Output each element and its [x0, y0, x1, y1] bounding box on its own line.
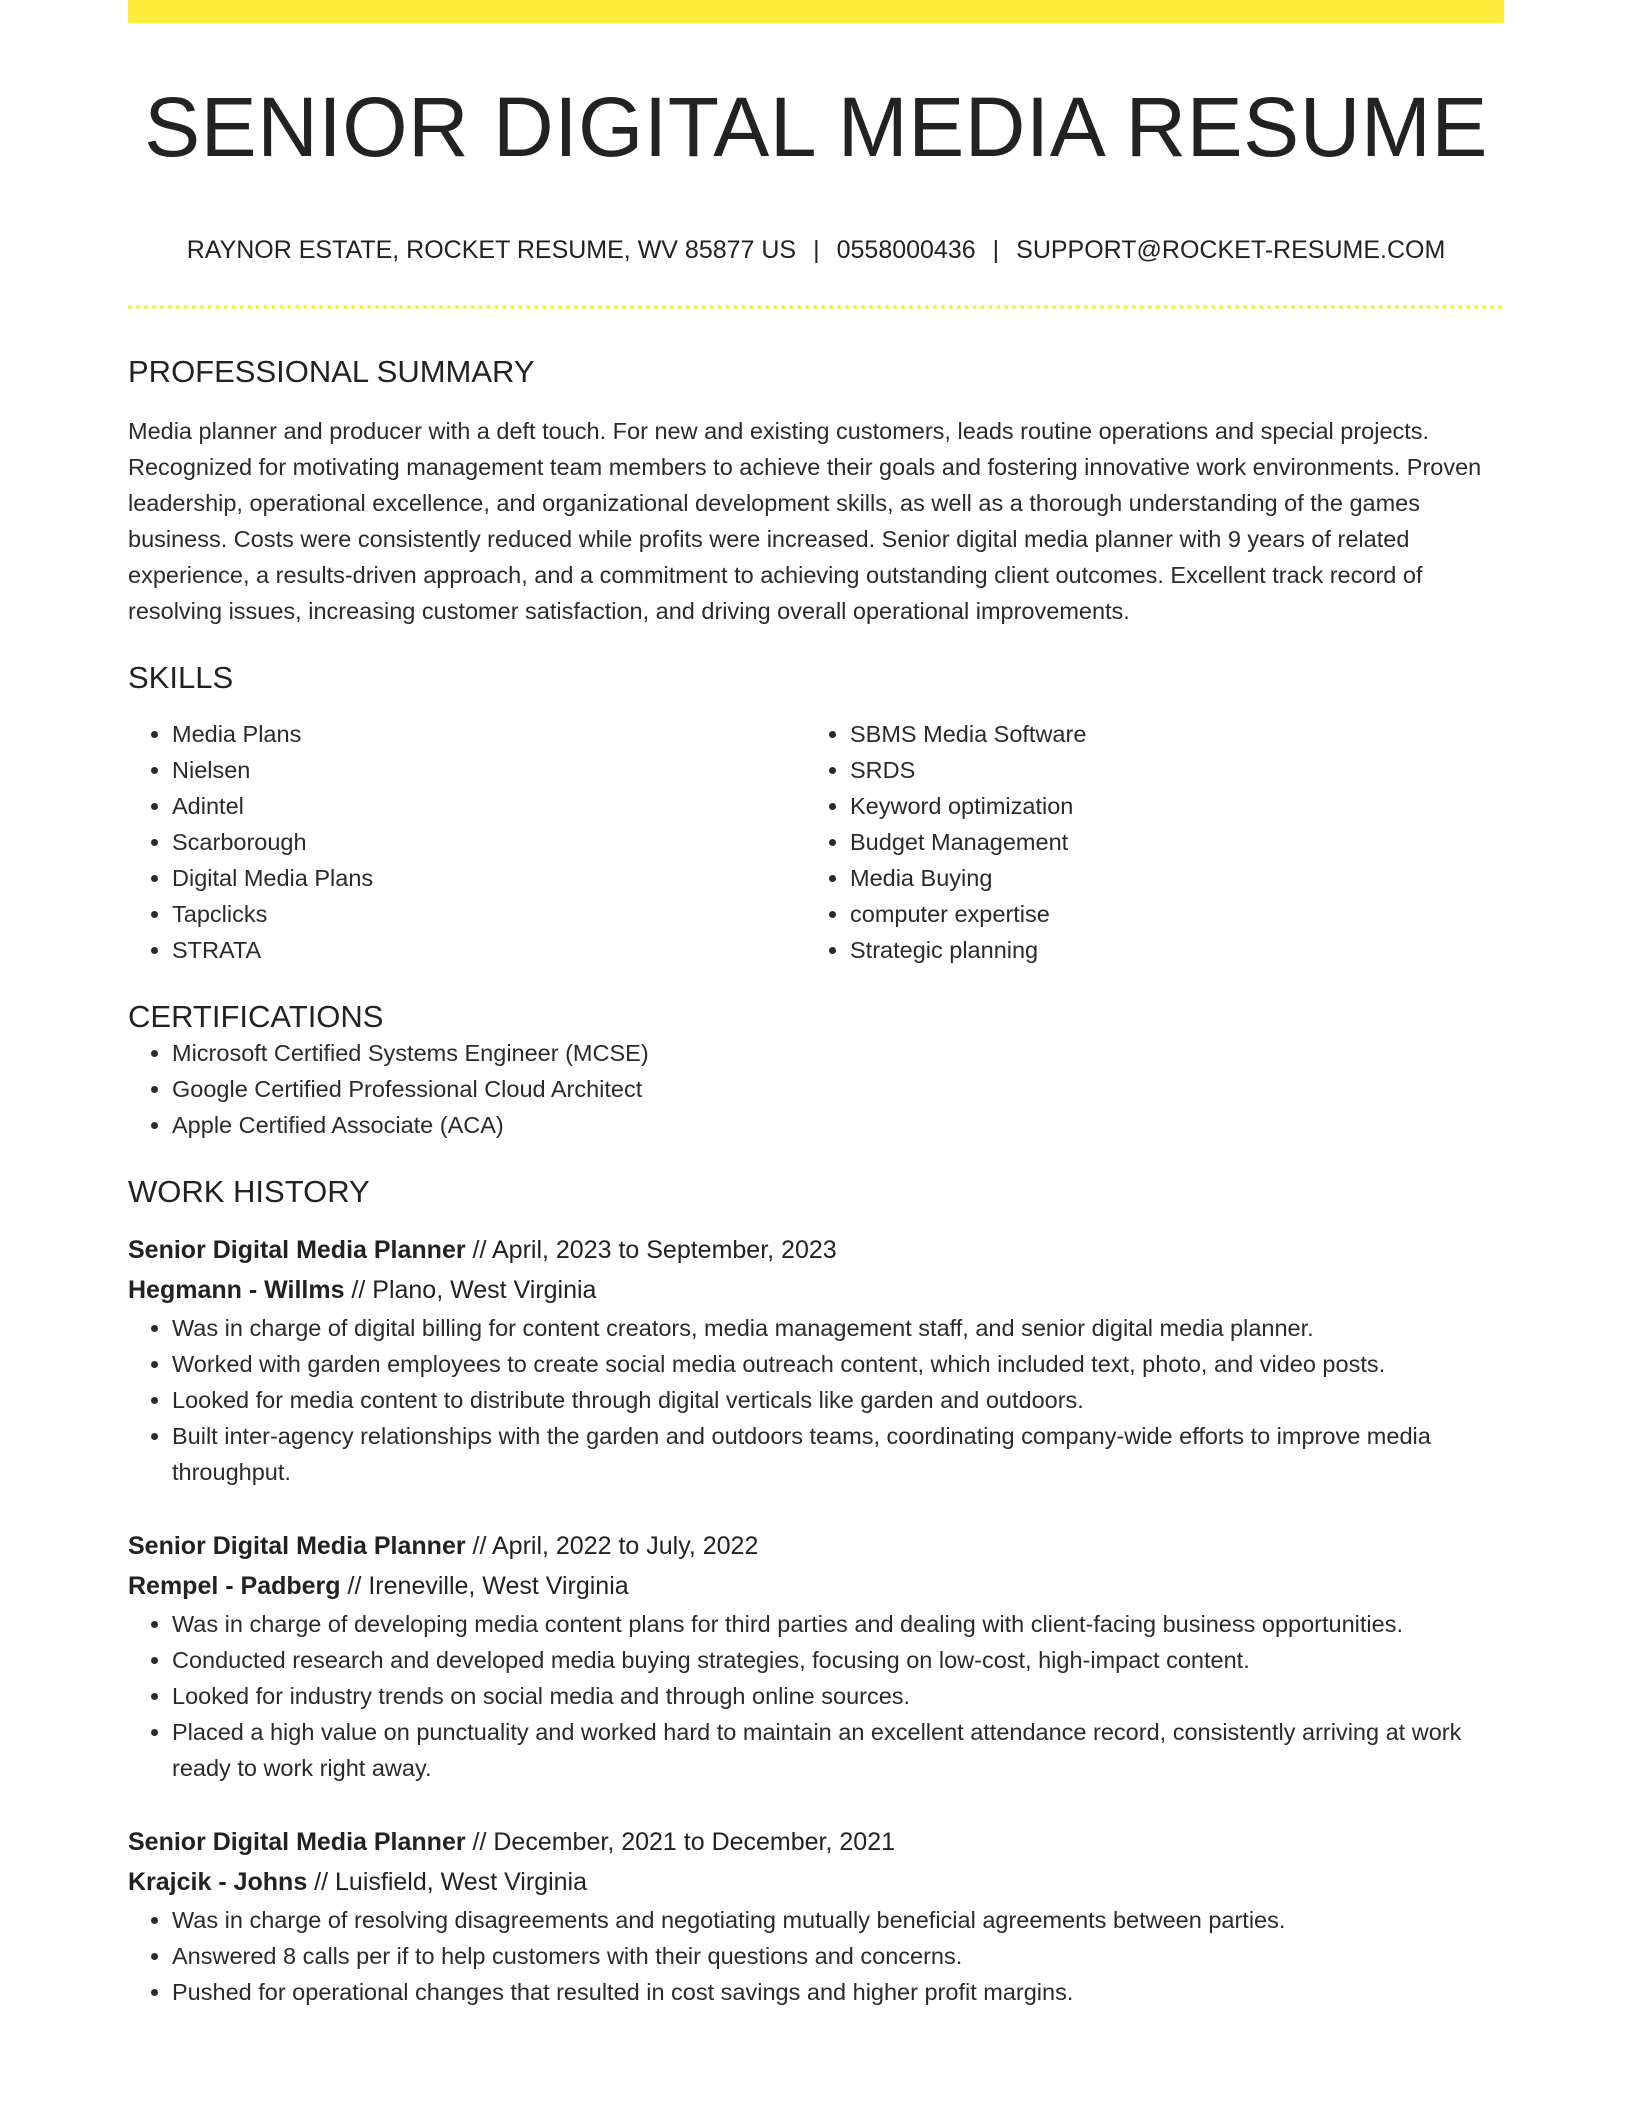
- job-dates: December, 2021 to December, 2021: [493, 1828, 896, 1857]
- job-dates: April, 2023 to September, 2023: [491, 1236, 837, 1265]
- job-company: Krajcik - Johns: [128, 1868, 308, 1897]
- job-location: Plano, West Virginia: [372, 1276, 597, 1305]
- job-entry: [128, 1230, 1504, 1490]
- summary-text: Media planner and producer with a deft touch. For new and existing customers, leads routine operations and special projects. Recognized for motivating management team members to achieve their goals and fostering innovative work environments. Proven leadership, operational excellence, and organizational development skills, as well as a thorough understanding of the games business. Costs were consistently reduced while profits were increased. Senior digital media planner with 9 years of related experience, a results-driven approach, and a commitment to achieving outstanding client outcomes. Excellent track record of resolving issues, increasing customer satisfaction, and driving overall operational improvements.: [128, 417, 1482, 624]
- job-entry: [128, 1526, 1504, 1786]
- job-bullet: • Conducted research and developed media buying strategies, focusing on low-cost, high-impact content.: [172, 1642, 1504, 1678]
- job-company-line: [128, 1566, 1504, 1606]
- skill-item: • Digital Media Plans: [172, 860, 806, 896]
- job-divider: //: [344, 1276, 373, 1305]
- skill-item: • Adintel: [172, 788, 806, 824]
- job-bullet: • Placed a high value on punctuality and worked hard to maintain an excellent attendance record, consistently arriving at work ready to work right away.: [172, 1714, 1504, 1786]
- contact-phone: 0558000436: [836, 236, 976, 265]
- job-bullet: • Answered 8 calls per if to help customers with their questions and concerns.: [172, 1938, 1504, 1974]
- job-role: Senior Digital Media Planner: [128, 1532, 466, 1561]
- skills-heading: SKILLS: [128, 659, 234, 695]
- contact-separator: |: [813, 236, 820, 265]
- job-location: Luisfield, West Virginia: [335, 1868, 588, 1897]
- certification-item: • Apple Certified Associate (ACA): [172, 1107, 1504, 1143]
- dotted-divider: [128, 305, 1504, 309]
- job-company: Hegmann - Willms: [128, 1276, 345, 1305]
- job-entry: [128, 1822, 1504, 2010]
- skill-item: • Keyword optimization: [850, 788, 1484, 824]
- work-history-heading: WORK HISTORY: [128, 1173, 370, 1209]
- job-bullet: • Worked with garden employees to create social media outreach content, which included text, photo, and video posts.: [172, 1346, 1504, 1382]
- skill-item: • STRATA: [172, 932, 806, 968]
- job-company: Rempel - Padberg: [128, 1572, 341, 1601]
- job-bullet-list: [128, 1606, 1504, 1786]
- job-role: Senior Digital Media Planner: [128, 1828, 466, 1857]
- skill-item: • Strategic planning: [850, 932, 1484, 968]
- job-bullet: • Was in charge of developing media content plans for third parties and dealing with client-facing business opportunities.: [172, 1606, 1504, 1642]
- skill-item: • SRDS: [850, 752, 1484, 788]
- job-role-line: [128, 1230, 1504, 1270]
- job-bullet: • Looked for media content to distribute through digital verticals like garden and outdoors.: [172, 1382, 1504, 1418]
- job-divider: //: [465, 1236, 492, 1265]
- skill-item: • Nielsen: [172, 752, 806, 788]
- skills-column-right: [806, 716, 1484, 968]
- contact-address: RAYNOR ESTATE, ROCKET RESUME, WV 85877 US: [186, 236, 797, 265]
- skill-item: • Media Plans: [172, 716, 806, 752]
- job-bullet-list: [128, 1902, 1504, 2010]
- certifications-list: [128, 1035, 1504, 1143]
- skills-list-left: [128, 716, 806, 968]
- job-location: Ireneville, West Virginia: [368, 1572, 629, 1601]
- job-divider: //: [465, 1532, 492, 1561]
- contact-separator: |: [992, 236, 1000, 265]
- job-bullet: • Was in charge of resolving disagreements and negotiating mutually beneficial agreements between parties.: [172, 1902, 1504, 1938]
- accent-top-bar: [128, 0, 1504, 23]
- job-role: Senior Digital Media Planner: [128, 1236, 466, 1265]
- skill-item: • Scarborough: [172, 824, 806, 860]
- certifications-heading: CERTIFICATIONS: [128, 998, 384, 1034]
- skill-item: • computer expertise: [850, 896, 1484, 932]
- job-role-line: [128, 1822, 1504, 1862]
- job-bullet-list: [128, 1310, 1504, 1490]
- certification-item: • Microsoft Certified Systems Engineer (MCSE): [172, 1035, 1504, 1071]
- job-divider: //: [307, 1868, 336, 1897]
- skill-item: • SBMS Media Software: [850, 716, 1484, 752]
- resume-title: SENIOR DIGITAL MEDIA RESUME: [144, 80, 1488, 174]
- skill-item: • Tapclicks: [172, 896, 806, 932]
- contact-line: [128, 235, 1504, 265]
- job-company-line: [128, 1270, 1504, 1310]
- job-company-line: [128, 1862, 1504, 1902]
- resume-page: [128, 0, 1504, 2010]
- job-divider: //: [465, 1828, 494, 1857]
- skills-list-right: [806, 716, 1484, 968]
- job-bullet: • Built inter-agency relationships with the garden and outdoors teams, coordinating company-wide efforts to improve media throughput.: [172, 1418, 1504, 1490]
- skills-column-left: [128, 716, 806, 968]
- job-dates: April, 2022 to July, 2022: [491, 1532, 759, 1561]
- job-bullet: • Looked for industry trends on social media and through online sources.: [172, 1678, 1504, 1714]
- job-divider: //: [340, 1572, 369, 1601]
- certification-item: • Google Certified Professional Cloud Architect: [172, 1071, 1504, 1107]
- skill-item: • Media Buying: [850, 860, 1484, 896]
- summary-heading: PROFESSIONAL SUMMARY: [128, 354, 535, 390]
- job-role-line: [128, 1526, 1504, 1566]
- contact-email: SUPPORT@ROCKET-RESUME.COM: [1016, 236, 1446, 265]
- skill-item: • Budget Management: [850, 824, 1484, 860]
- job-bullet: • Pushed for operational changes that resulted in cost savings and higher profit margins.: [172, 1974, 1504, 2010]
- job-bullet: • Was in charge of digital billing for content creators, media management staff, and senior digital media planner.: [172, 1310, 1504, 1346]
- skills-columns: [128, 716, 1504, 968]
